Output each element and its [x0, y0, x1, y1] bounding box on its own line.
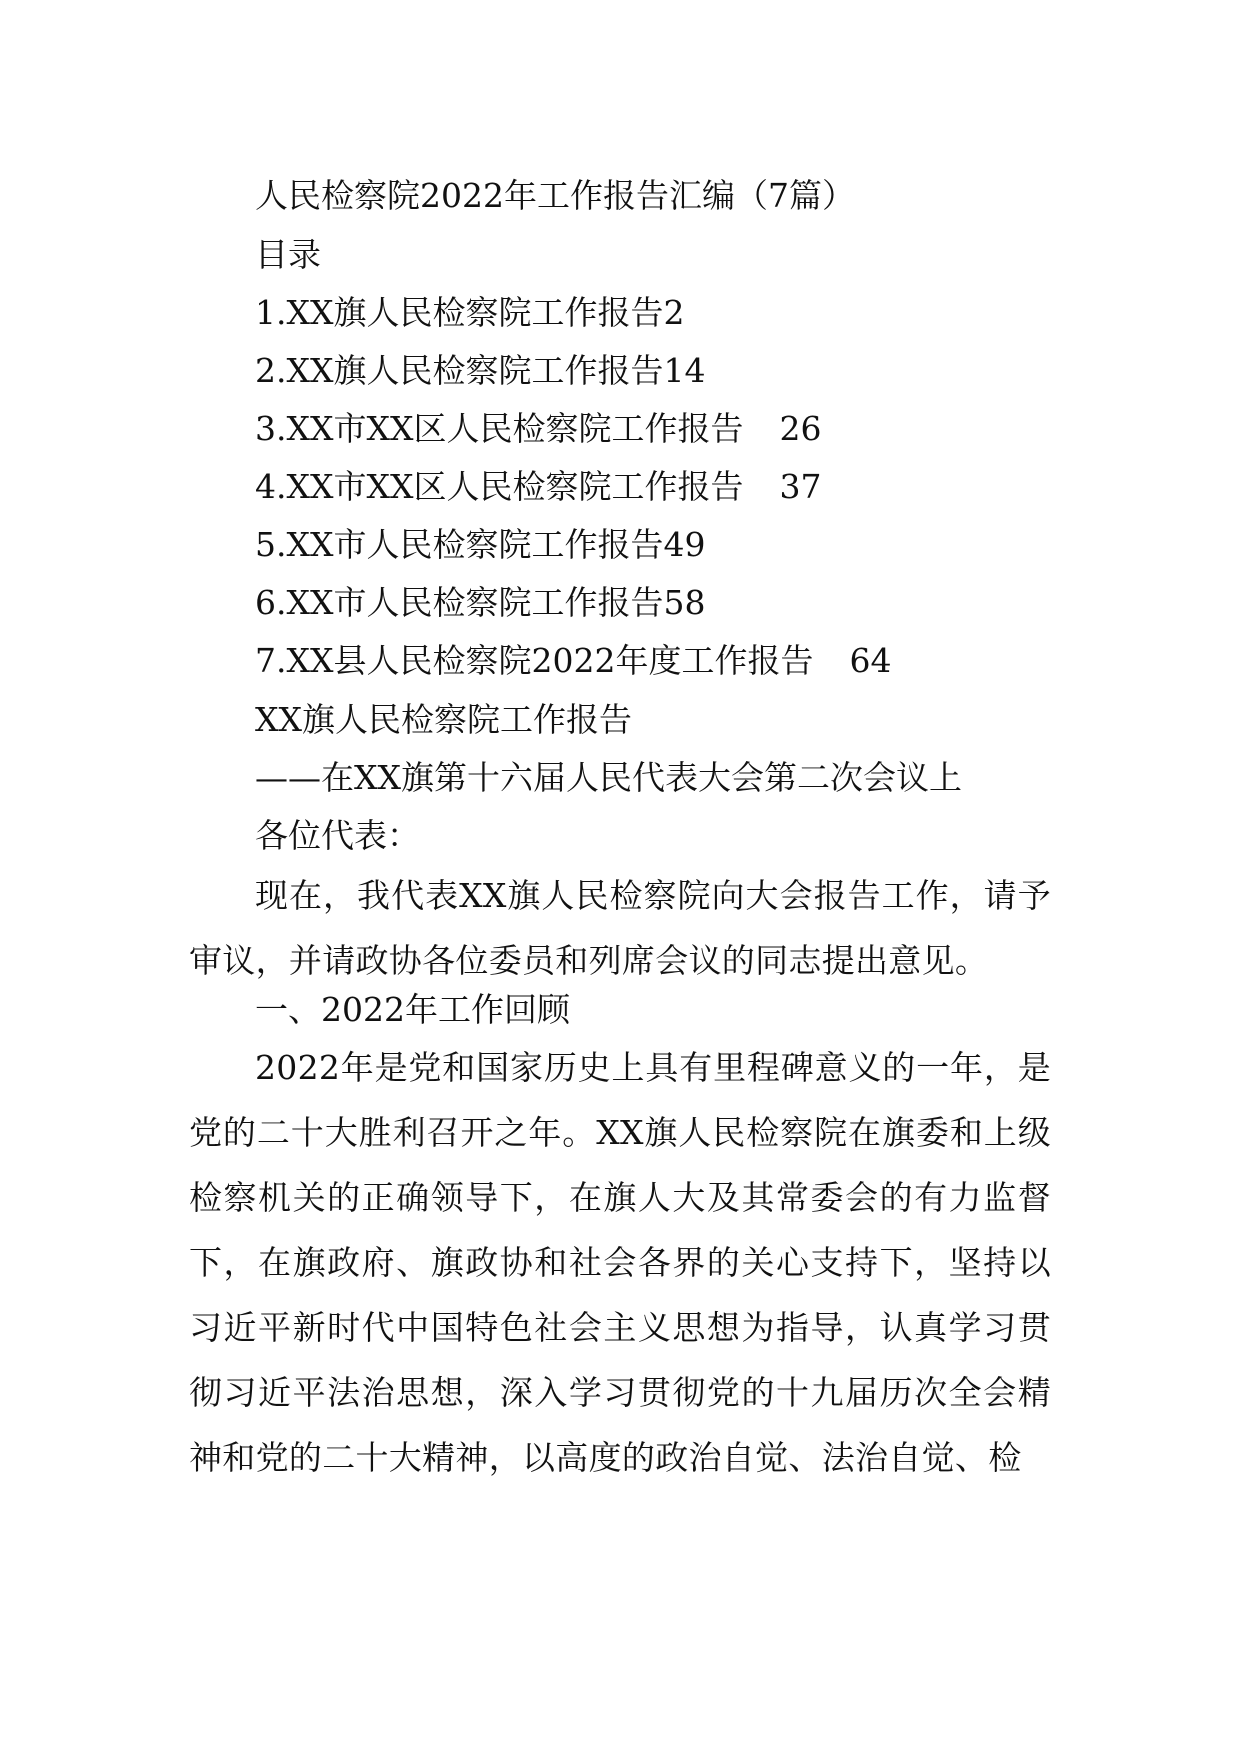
toc-item-label: 3.XX市XX区人民检察院工作报告 — [255, 409, 744, 448]
toc-item-label: 2.XX旗人民检察院工作报告 — [255, 351, 664, 390]
toc-item-label: 5.XX市人民检察院工作报告 — [255, 525, 664, 564]
toc-item-page: 26 — [779, 409, 822, 448]
toc-item-page: 37 — [779, 467, 822, 506]
toc-item-page: 58 — [663, 583, 706, 622]
section-heading: 一、2022年工作回顾 — [255, 990, 570, 1029]
toc-item-label: 7.XX县人民检察院2022年度工作报告 — [255, 641, 814, 680]
toc-item[interactable] — [255, 293, 684, 333]
toc-item-page: 2 — [663, 293, 685, 332]
toc-item-page: 64 — [849, 641, 892, 680]
toc-item[interactable] — [255, 351, 705, 391]
toc-item[interactable] — [255, 525, 705, 565]
toc-item-label: 6.XX市人民检察院工作报告 — [255, 583, 664, 622]
toc-item[interactable] — [255, 467, 821, 507]
toc-item-page: 14 — [663, 351, 706, 390]
report-title: XX旗人民检察院工作报告 — [255, 700, 632, 739]
salutation: 各位代表： — [255, 816, 420, 855]
toc-item-page: 49 — [663, 525, 706, 564]
toc-item-label: 1.XX旗人民检察院工作报告 — [255, 293, 664, 332]
document-title: 人民检察院2022年工作报告汇编（7篇） — [255, 176, 855, 215]
paragraph-review: 2022年是党和国家历史上具有里程碑意义的一年，是党的二十大胜利召开之年。XX旗人民检察院在旗委和上级检察机关的正确领导下，在旗人大及其常委会的有力监督下，在旗政府、旗政协和社会各界的关心支持下，坚持以习近平新时代中国特色社会主义思想为指导，认真学习贯彻习近平法治思想，深入学习贯彻党的十九届历次全会精神和党的二十大精神，以高度的政治自觉、法治自觉、检 — [189, 1048, 1051, 1477]
toc-item[interactable] — [255, 409, 821, 449]
toc-item-label: 4.XX市XX区人民检察院工作报告 — [255, 467, 744, 506]
toc-item[interactable] — [255, 583, 705, 623]
toc-item[interactable] — [255, 641, 891, 681]
report-subtitle: ——在XX旗第十六届人民代表大会第二次会议上 — [255, 758, 962, 797]
toc-heading: 目录 — [255, 235, 321, 274]
paragraph-intro: 现在，我代表XX旗人民检察院向大会报告工作，请予审议，并请政协各位委员和列席会议的同志提出意见。 — [189, 876, 1051, 980]
